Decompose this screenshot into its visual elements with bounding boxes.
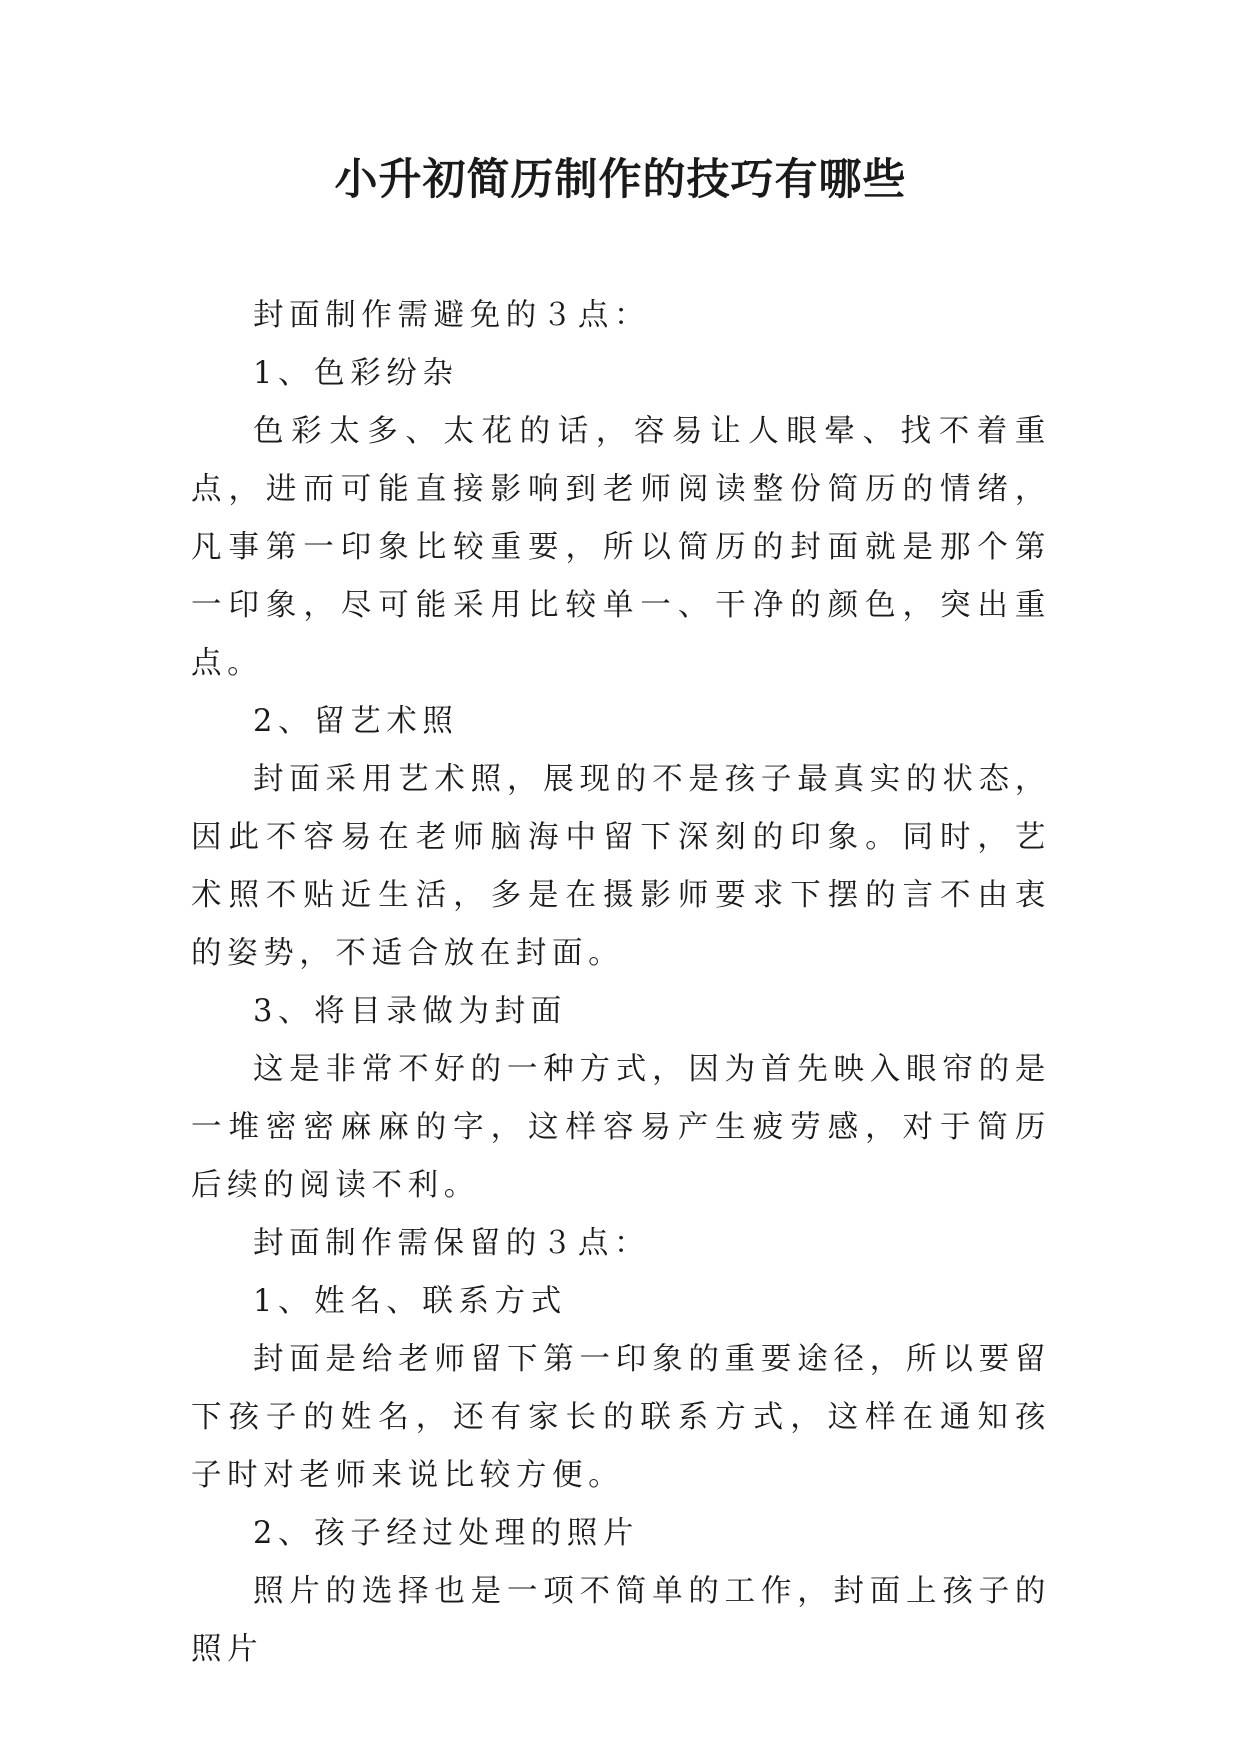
- paragraph-keep-1-body: 封面是给老师留下第一印象的重要途径，所以要留下孩子的姓名，还有家长的联系方式，这样在通知孩子时对老师来说比较方便。: [191, 1342, 1051, 1493]
- paragraph-point-1-heading: 1、色彩纷杂: [253, 356, 459, 391]
- paragraph-point-1-body: 色彩太多、太花的话，容易让人眼晕、找不着重点，进而可能直接影响到老师阅读整份简历的情绪，凡事第一印象比较重要，所以简历的封面就是那个第一印象，尽可能采用比较单一、干净的颜色，突出重点。: [191, 414, 1051, 681]
- paragraph-point-2-heading: 2、留艺术照: [253, 704, 459, 739]
- paragraph-avoid-heading: 封面制作需避免的３点：: [253, 298, 651, 333]
- paragraph-keep-1-heading: 1、姓名、联系方式: [253, 1284, 567, 1319]
- paragraph-keep-2-heading: 2、孩子经过处理的照片: [253, 1516, 640, 1551]
- paragraph-point-3-body: 这是非常不好的一种方式，因为首先映入眼帘的是一堆密密麻麻的字，这样容易产生疲劳感，对于简历后续的阅读不利。: [191, 1052, 1051, 1203]
- document-title: 小升初简历制作的技巧有哪些: [334, 155, 907, 205]
- paragraph-point-2-body: 封面采用艺术照，展现的不是孩子最真实的状态，因此不容易在老师脑海中留下深刻的印象。同时，艺术照不贴近生活，多是在摄影师要求下摆的言不由衷的姿势，不适合放在封面。: [191, 762, 1051, 971]
- paragraph-keep-2-body: 照片的选择也是一项不简单的工作，封面上孩子的照片: [191, 1574, 1051, 1667]
- paragraph-keep-heading: 封面制作需保留的３点：: [253, 1226, 651, 1261]
- document-body: [191, 287, 1051, 1679]
- paragraph-point-3-heading: 3、将目录做为封面: [253, 994, 567, 1029]
